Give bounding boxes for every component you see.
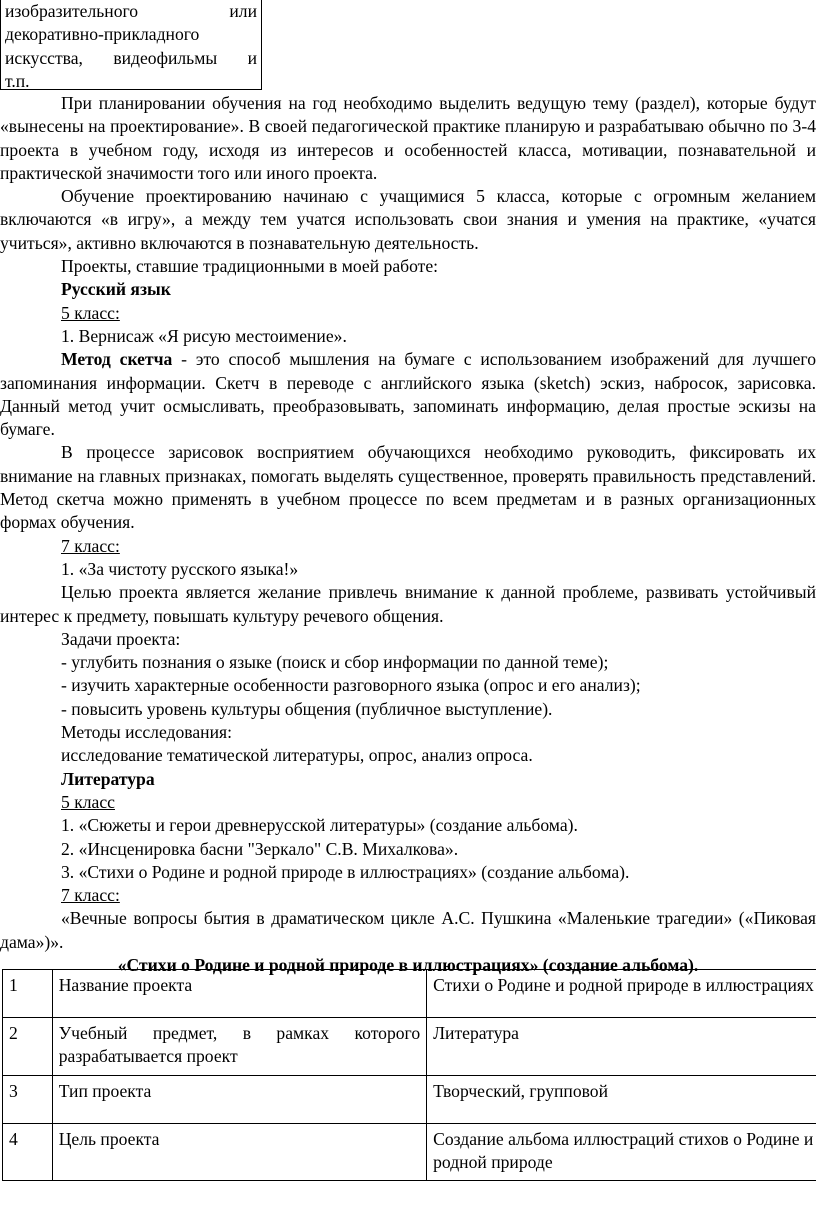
top-box-word: искусства,: [5, 47, 83, 68]
row-value: Творческий, групповой: [427, 1075, 816, 1123]
grade-5-label: 5 класс:: [61, 302, 120, 323]
lit-item: 2. «Инсценировка басни "Зеркало" С.В. Михалкова».: [61, 838, 459, 859]
row-value: Литература: [427, 1018, 816, 1076]
item-purity: 1. «За чистоту русского языка!»: [61, 558, 299, 579]
task-item: - изучить характерные особенности разговорного языка (опрос и его анализ);: [61, 675, 641, 696]
paragraph-traditional-projects: Проекты, ставшие традиционными в моей работе:: [61, 256, 439, 277]
task-item: - углубить познания о языке (поиск и сбор информации по данной теме);: [61, 652, 609, 673]
methods-text: исследование тематической литературы, опрос, анализ опроса.: [61, 745, 533, 766]
lit-grade-7-item: «Вечные вопросы бытия в драматическом цикле А.С. Пушкина «Маленькие трагедии» («Пиковая дама»)».: [0, 908, 816, 952]
paragraph-goal: Целью проекта является желание привлечь внимание к данной проблеме, развивать устойчивый интерес к предмету, повышать культуру речевого общения.: [0, 582, 816, 626]
top-box-word: изобразительного: [5, 1, 139, 21]
heading-literature: Литература: [61, 768, 155, 789]
row-label: Тип проекта: [52, 1075, 426, 1123]
row-value: Создание альбома иллюстраций стихов о Родине и родной природе: [427, 1123, 816, 1181]
task-item: - повысить уровень культуры общения (публичное выступление).: [61, 698, 553, 719]
sketch-method-text: - это способ мышления на бумаге с использованием изображений для лучшего запоминания информации. Скетч в переводе с английского языка (sketch) эскиз, набросок, зарисовка. Данный метод учит осмысливать, преобразовывать, запоминать информацию, делая простые эскизы на бумаге.: [0, 349, 816, 440]
top-box-word: или: [229, 1, 257, 21]
row-number: 4: [3, 1123, 53, 1181]
table-row: [3, 1075, 816, 1123]
body-text: [0, 92, 816, 977]
row-label: Учебный предмет, в рамках которого разрабатывается проект: [52, 1018, 426, 1076]
grade-7-label: 7 класс:: [61, 535, 120, 556]
row-number: 1: [3, 970, 53, 1018]
paragraph-sketches: В процессе зарисовок восприятием обучающихся необходимо руководить, фиксировать их внимание на главных признаках, помогать выделять существенное, проверять правильность представлений. Метод скетча можно применять в учебном процессе по всем предметам и в разных организационных формах обучения.: [0, 442, 816, 533]
heading-tasks: Задачи проекта:: [61, 628, 181, 649]
table-row: [3, 970, 816, 1018]
top-box-line-4: т.п.: [5, 70, 30, 91]
row-number: 2: [3, 1018, 53, 1076]
item-vernisage: 1. Вернисаж «Я рисую местоимение».: [61, 325, 347, 346]
top-box-line-1: [5, 0, 257, 23]
heading-methods: Методы исследования:: [61, 722, 232, 743]
paragraph-planning: При планировании обучения на год необходимо выделить ведущую тему (раздел), которые будут «вынесены на проектирование». В своей педагогической практике планирую и разрабатываю обычно по 3-4 проекта в учебном году, исходя из интересов и особенностей класса, мотивации, познавательной и практической значимости того или иного проекта.: [0, 93, 816, 183]
row-label: Цель проекта: [52, 1123, 426, 1181]
row-label: Название проекта: [52, 970, 426, 1018]
project-table: [2, 969, 816, 1181]
top-box-line-2: декоративно-прикладного: [5, 24, 200, 45]
lit-grade-5-label: 5 класс: [61, 791, 115, 812]
top-table-cell-fragment: [0, 0, 262, 90]
top-box-word: и: [247, 47, 257, 68]
row-value: Стихи о Родине и родной природе в иллюстрациях: [427, 970, 816, 1018]
row-number: 3: [3, 1075, 53, 1123]
heading-russian-language: Русский язык: [61, 279, 171, 300]
top-box-word: видеофильмы: [113, 47, 218, 68]
lit-item: 3. «Стихи о Родине и родной природе в иллюстрациях» (создание альбома).: [61, 861, 630, 882]
top-box-line-3: [5, 47, 257, 70]
table-title: «Стихи о Родине и родной природе в иллюстрациях» (создание альбома).: [117, 954, 699, 975]
lit-item: 1. «Сюжеты и герои древнерусской литературы» (создание альбома).: [61, 815, 578, 836]
lit-grade-7-label: 7 класс:: [61, 885, 120, 906]
table-row: [3, 1018, 816, 1076]
term-sketch-method: Метод скетча: [61, 349, 173, 370]
table-row: [3, 1123, 816, 1181]
paragraph-sketch-method: [0, 348, 816, 441]
paragraph-grade5-intro: Обучение проектированию начинаю с учащимися 5 класса, которые с огромным желанием включаются «в игру», а между тем учатся использовать свои знания и умения на практике, «учатся учиться», активно включаются в познавательную деятельность.: [0, 186, 816, 253]
